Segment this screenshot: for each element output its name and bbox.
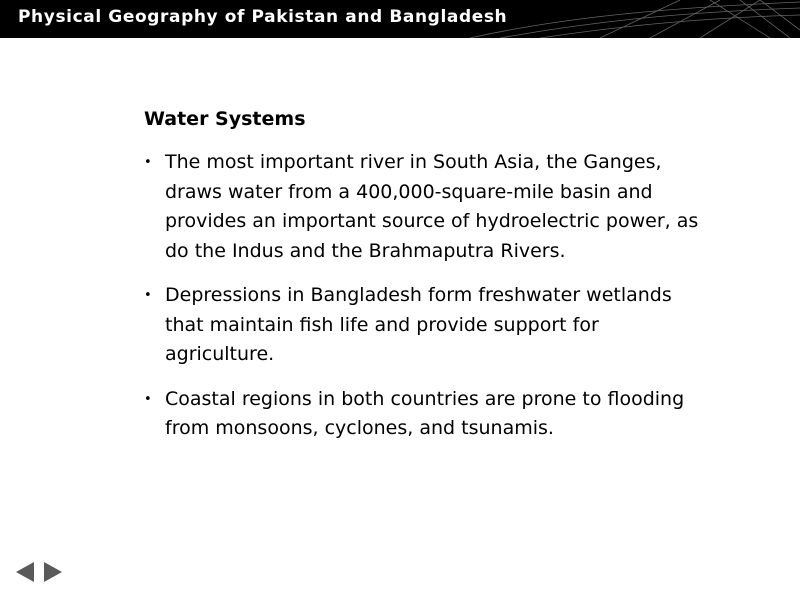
bullet-text: Coastal regions in both countries are prone to flooding from monsoons, cyclones, and tsunamis. [165, 387, 685, 439]
bullet-dot-icon: • [144, 155, 152, 170]
bullet-dot-icon: • [144, 391, 152, 407]
page-title: Physical Geography of Pakistan and Bangladesh [18, 7, 508, 27]
right-arrow-icon [44, 562, 62, 582]
next-slide-button[interactable] [42, 560, 64, 584]
bullet-item [144, 385, 705, 444]
left-arrow-icon [16, 562, 34, 582]
section-heading: Water Systems [144, 108, 306, 130]
bullet-dot-icon: • [144, 288, 152, 303]
bullet-list [144, 148, 744, 444]
header-bar [0, 0, 800, 38]
previous-slide-button[interactable] [14, 560, 36, 584]
content-area [144, 108, 744, 459]
bullet-item [144, 148, 705, 266]
bullet-text: Depressions in Bangladesh form freshwater wetlands that maintain fish life and provide support for agriculture. [165, 284, 672, 365]
bullet-text: The most important river in South Asia, the Ganges, draws water from a 400,000-square-mile basin and provides an important source of hydroelectric power, as do the Indus and the Brahmaputra Rivers. [165, 151, 699, 262]
slide-navigation [14, 560, 64, 584]
bullet-item [144, 281, 705, 370]
